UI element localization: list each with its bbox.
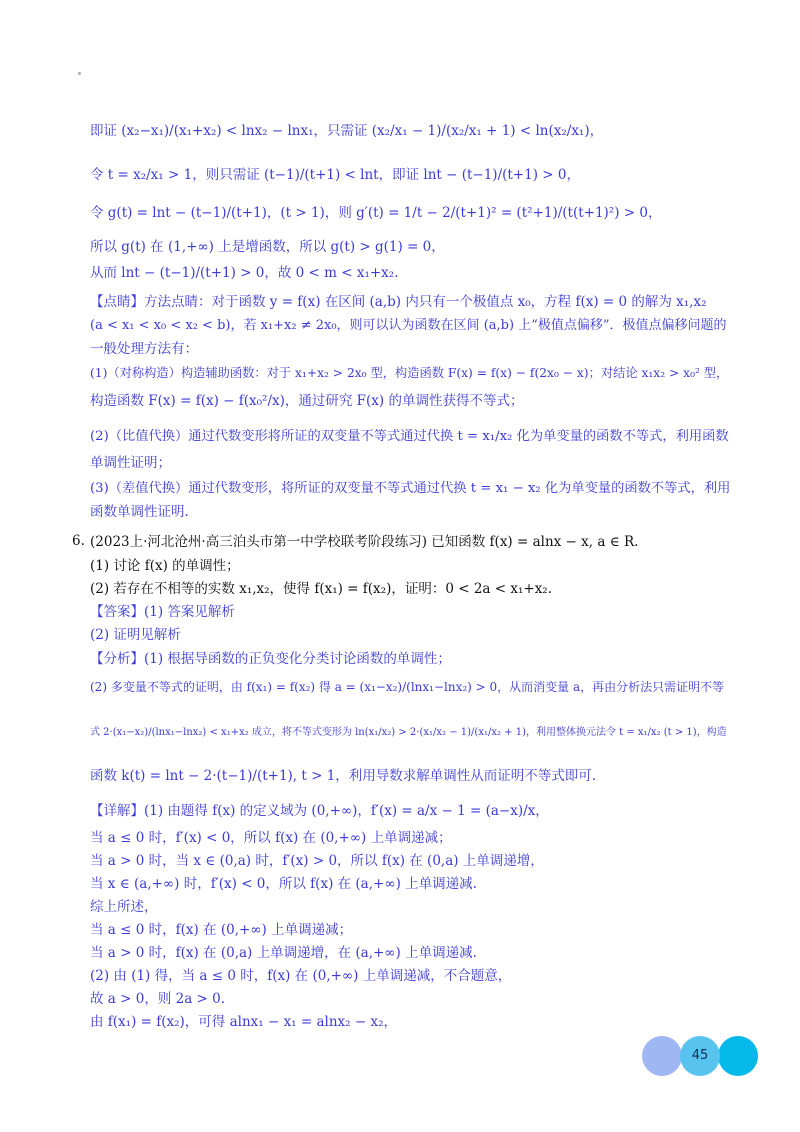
detail-line: 综上所述， [90, 899, 158, 915]
solution-line: 从而 lnt − (t−1)/(t+1) > 0，故 0 < m < x₁+x₂. [90, 265, 399, 281]
detail-line: 当 a > 0 时，当 x ∈ (0,a) 时，f′(x) > 0，所以 f(x) 在 (0,a) 上单调递增， [90, 853, 544, 869]
tip-line: (2)（比值代换）通过代数变形将所证的双变量不等式通过代换 t = x₁/x₂ 化为单变量的函数不等式，利用函数 [90, 429, 729, 444]
analysis-tag: 【分析】 [90, 651, 144, 667]
decor-circle [718, 1036, 758, 1076]
detail-line: (2) 由 (1) 得，当 a ≤ 0 时，f(x) 在 (0,+∞) 上单调递减，不合题意， [90, 968, 512, 984]
problem-part: (1) 讨论 f(x) 的单调性； [90, 558, 240, 574]
solution-line: 令 g(t) = lnt − (t−1)/(t+1)，(t > 1)，则 g′(t) = 1/t − 2/(t+1)² = (t²+1)/(t(t+1)²) > 0， [90, 205, 662, 221]
answer-line: (2) 证明见解析 [90, 627, 181, 643]
analysis-first-line [90, 650, 451, 668]
page-number-badge [642, 1036, 762, 1076]
solution-line: 所以 g(t) 在 (1,+∞) 上是增函数，所以 g(t) > g(1) = 0， [90, 239, 445, 255]
tip-line: 一般处理方法有： [90, 341, 198, 357]
page-number: 45 [691, 1048, 709, 1063]
analysis-line: (2) 多变量不等式的证明，由 f(x₁) = f(x₂) 得 a = (x₁−x₂)/(lnx₁−lnx₂) > 0，从而消变量 a，再由分析法只需证明不等 [90, 680, 725, 694]
tip-line: (3)（差值代换）通过代数变形，将所证的双变量不等式通过代换 t = x₁ − x₂ 化为单变量的函数不等式，利用 [90, 481, 731, 496]
detail-tag: 【详解】 [90, 803, 144, 819]
detail-first-line [90, 802, 549, 820]
problem-stem: (2023上·河北沧州·高三泊头市第一中学校联考阶段练习) 已知函数 f(x) = alnx − x, a ∈ R. [90, 534, 639, 550]
analysis-line: 函数 k(t) = lnt − 2·(t−1)/(t+1), t > 1，利用导数求解单调性从而证明不等式即可. [90, 768, 597, 784]
problem-number: 6. [72, 533, 85, 549]
detail-line: 当 x ∈ (a,+∞) 时，f′(x) < 0，所以 f(x) 在 (a,+∞) 上单调递减. [90, 876, 477, 892]
detail-line: 由 f(x₁) = f(x₂)，可得 alnx₁ − x₁ = alnx₂ − x₂， [90, 1014, 397, 1030]
tip-line: 单调性证明； [90, 455, 171, 471]
detail-line: 当 a ≤ 0 时，f′(x) < 0，所以 f(x) 在 (0,+∞) 上单调递减； [90, 830, 452, 846]
tip-line: (1)（对称构造）构造辅助函数：对于 x₁+x₂ > 2x₀ 型，构造函数 F(x) = f(x) − f(2x₀ − x)；对结论 x₁x₂ > x₀² 型， [90, 366, 729, 380]
decor-circle [642, 1036, 682, 1076]
detail-line: (1) 由题得 f(x) 的定义域为 (0,+∞)，f′(x) = a/x − 1 = (a−x)/x， [144, 803, 549, 819]
analysis-line: (1) 根据导函数的正负变化分类讨论函数的单调性； [144, 651, 451, 667]
detail-line: 当 a ≤ 0 时，f(x) 在 (0,+∞) 上单调递减； [90, 922, 353, 938]
answer-line: (1) 答案见解析 [144, 604, 235, 620]
tip-line: (a < x₁ < x₀ < x₂ < b)，若 x₁+x₂ ≠ 2x₀，则可以认为函数在区间 (a,b) 上“极值点偏移”．极值点偏移问题的 [90, 318, 727, 333]
header-dot [78, 72, 81, 75]
detail-line: 当 a > 0 时，f(x) 在 (0,a) 上单调递增，在 (a,+∞) 上单调递减. [90, 945, 477, 961]
answer-tag: 【答案】 [90, 604, 144, 620]
solution-line: 即证 (x₂−x₁)/(x₁+x₂) < lnx₂ − lnx₁，只需证 (x₂/x₁ − 1)/(x₂/x₁ + 1) < ln(x₂/x₁)， [90, 123, 604, 139]
solution-line: 令 t = x₂/x₁ > 1，则只需证 (t−1)/(t+1) < lnt，即证 lnt − (t−1)/(t+1) > 0， [90, 167, 580, 183]
tip-first-line [90, 293, 707, 311]
tip-line: 构造函数 F(x) = f(x) − f(x₀²/x)，通过研究 F(x) 的单调性获得不等式； [90, 393, 524, 409]
answer-first-line [90, 603, 235, 621]
analysis-line: 式 2·(x₁−x₂)/(lnx₁−lnx₂) < x₁+x₂ 成立，将不等式变形为 ln(x₁/x₂) > 2·(x₁/x₂ − 1)/(x₁/x₂ + 1)，利用整体换元法令 t = x₁/x₂ (t > 1)，构造 [90, 727, 727, 738]
tip-line: 方法点睛：对于函数 y = f(x) 在区间 (a,b) 内只有一个极值点 x₀，方程 f(x) = 0 的解为 x₁,x₂ [144, 294, 707, 310]
tip-line: 函数单调性证明. [90, 504, 189, 520]
detail-line: 故 a > 0，则 2a > 0. [90, 991, 226, 1007]
problem-part: (2) 若存在不相等的实数 x₁,x₂，使得 f(x₁) = f(x₂)，证明：0 < 2a < x₁+x₂. [90, 581, 553, 597]
tip-tag: 【点睛】 [90, 294, 144, 310]
